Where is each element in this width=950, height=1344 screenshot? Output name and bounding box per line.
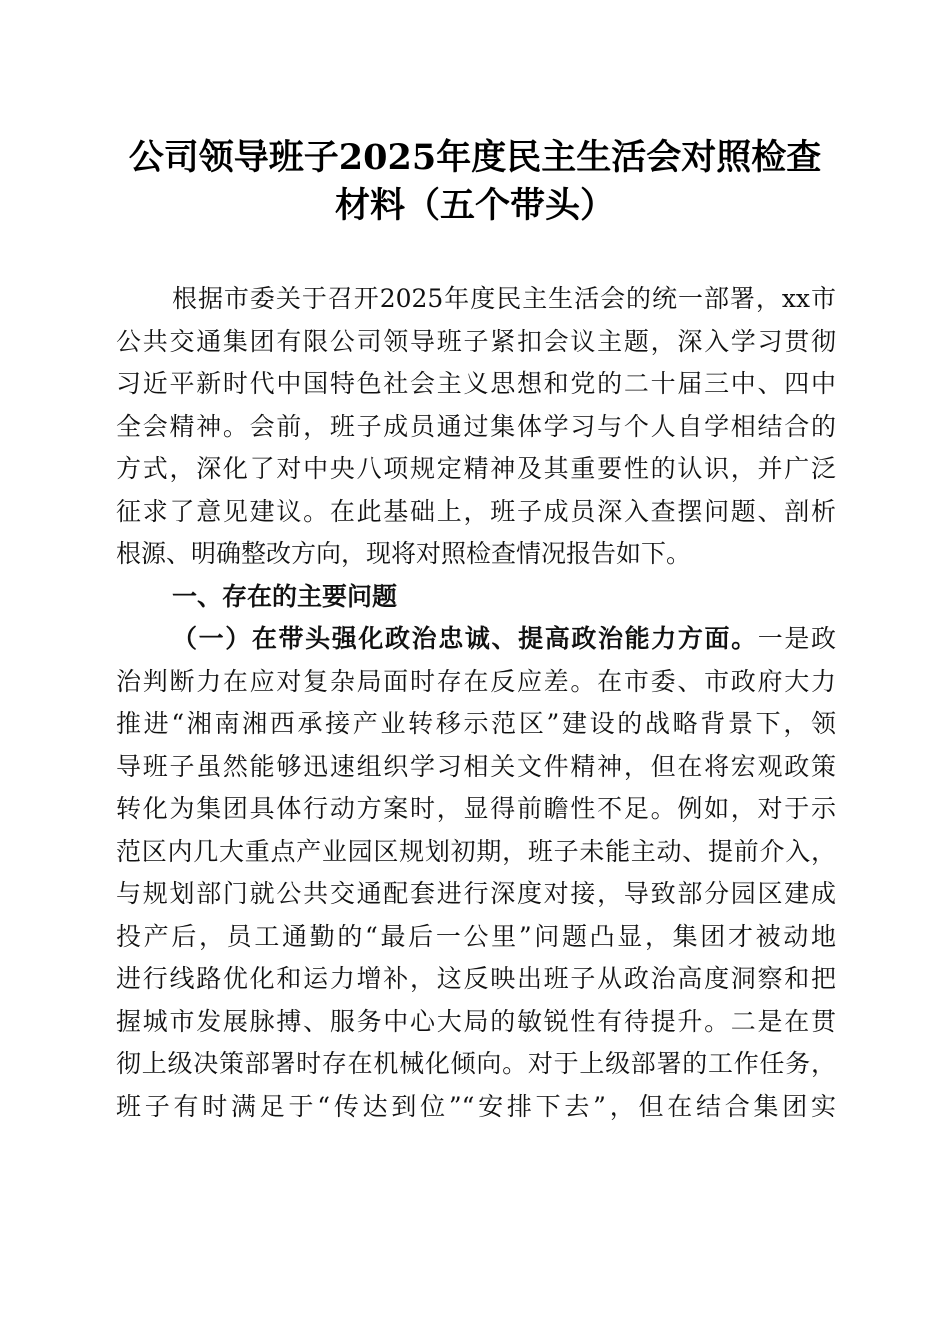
body-line: 投产后，员工通勤的“最后一公里”问题凸显，集团才被动地 (116, 921, 836, 951)
intro-line: 习近平新时代中国特色社会主义思想和党的二十届三中、四中 (116, 369, 836, 398)
body-line: 转化为集团具体行动方案时，显得前瞻性不足。例如，对于示 (116, 794, 836, 823)
intro-line: 根据市委关于召开2025年度民主生活会的统一部署，xx市 (172, 284, 836, 313)
document-body (116, 278, 836, 1128)
body-line: 范区内几大重点产业园区规划初期，班子未能主动、提前介入， (116, 836, 836, 866)
intro-line: 方式，深化了对中央八项规定精神及其重要性的认识，并广泛 (116, 454, 836, 483)
section-heading: 一、存在的主要问题 (172, 581, 398, 611)
intro-line: 根源、明确整改方向，现将对照检查情况报告如下。 (116, 539, 692, 568)
body-line: 彻上级决策部署时存在机械化倾向。对于上级部署的工作任务， (116, 1049, 836, 1078)
subsection-lead-text: 一是政 (757, 624, 836, 653)
title-line-2: 材料（五个带头） (334, 185, 615, 226)
subsection-first-line (116, 618, 836, 661)
body-line: 治判断力在应对复杂局面时存在反应差。在市委、市政府大力 (116, 666, 836, 696)
body-line: 推进“湘南湘西承接产业转移示范区”建设的战略背景下，领 (116, 709, 836, 738)
document-title (100, 134, 850, 230)
subsection-heading: （一）在带头强化政治忠诚、提高政治能力方面。 (172, 624, 758, 653)
intro-line: 全会精神。会前，班子成员通过集体学习与个人自学相结合的 (116, 411, 836, 441)
intro-line: 公共交通集团有限公司领导班子紧扣会议主题，深入学习贯彻 (116, 326, 836, 356)
body-line: 导班子虽然能够迅速组织学习相关文件精神，但在将宏观政策 (116, 751, 836, 781)
body-line: 握城市发展脉搏、服务中心大局的敏锐性有待提升。二是在贯 (116, 1006, 836, 1036)
body-line: 与规划部门就公共交通配套进行深度对接，导致部分园区建成 (116, 879, 836, 908)
body-line: 进行线路优化和运力增补，这反映出班子从政治高度洞察和把 (116, 964, 836, 993)
title-line-1: 公司领导班子2025年度民主生活会对照检查 (128, 137, 822, 178)
body-line: 班子有时满足于“传达到位”“安排下去”，但在结合集团实 (116, 1091, 836, 1121)
intro-line: 征求了意见建议。在此基础上，班子成员深入查摆问题、剖析 (116, 496, 836, 526)
